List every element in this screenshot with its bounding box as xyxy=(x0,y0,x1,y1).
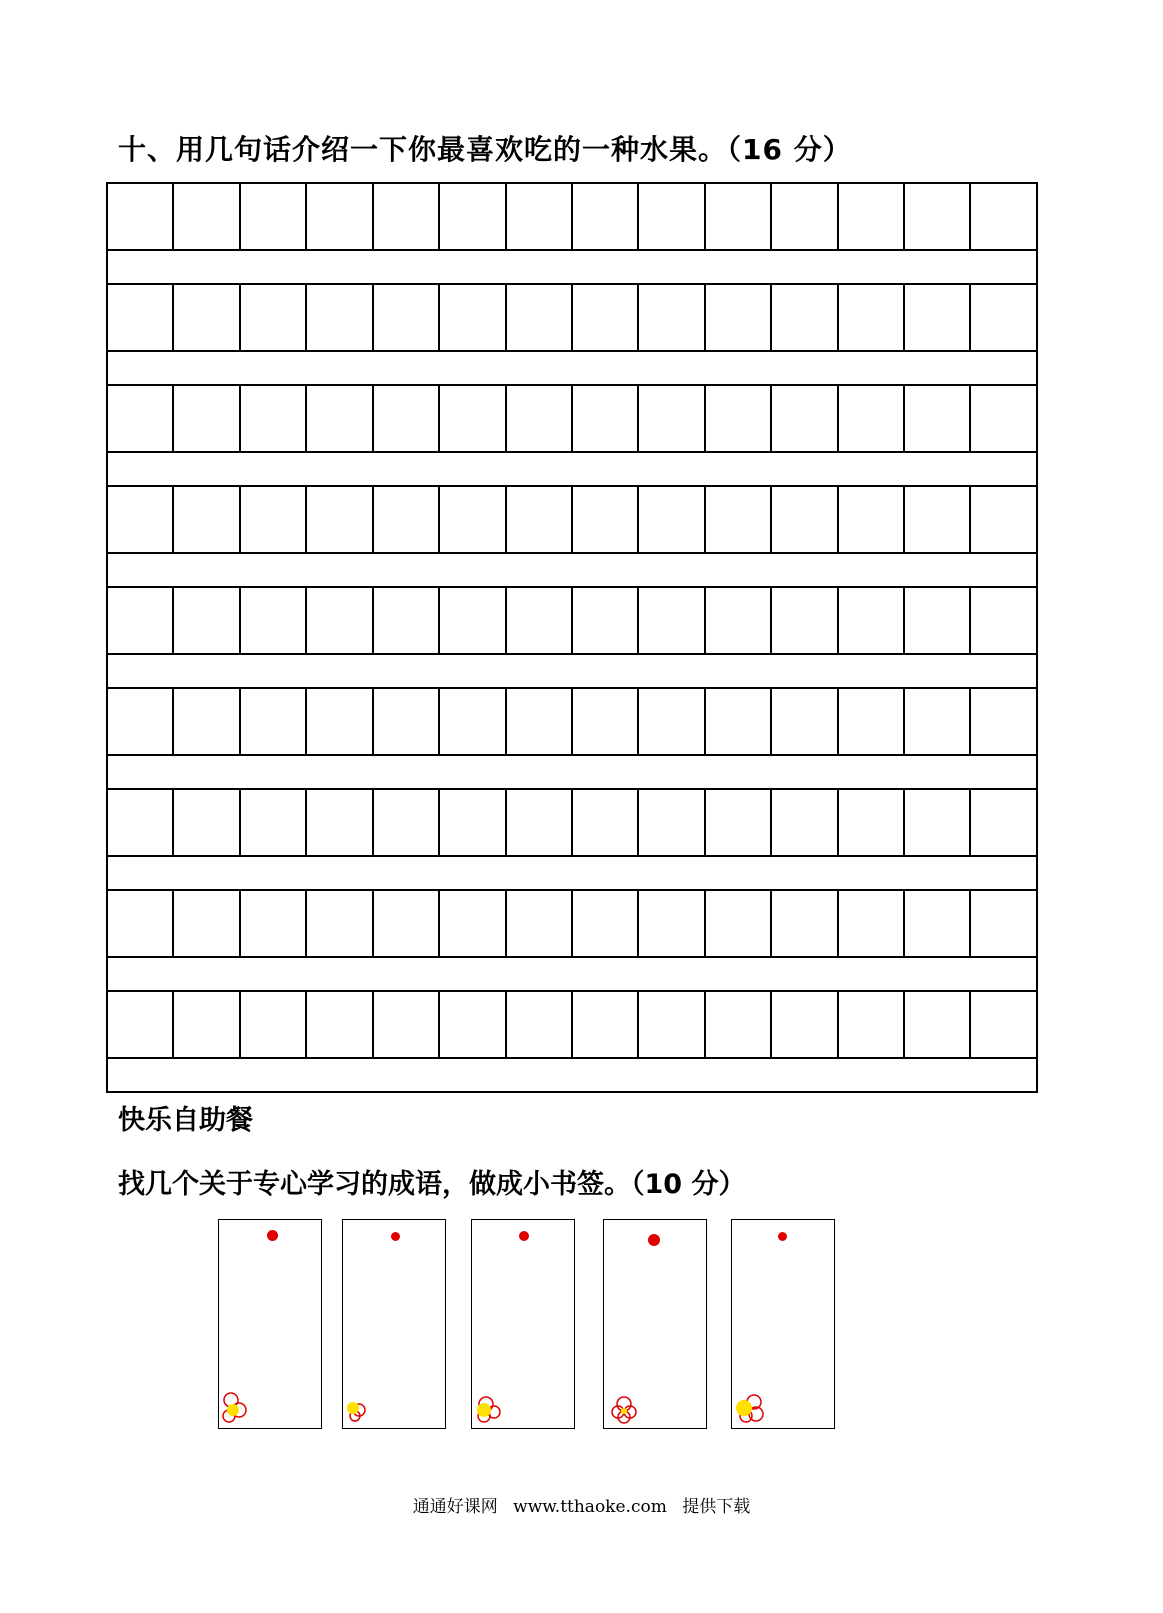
footer xyxy=(0,1492,1163,1517)
writing-cell[interactable] xyxy=(239,889,305,956)
writing-cell[interactable] xyxy=(172,182,238,249)
writing-cell[interactable] xyxy=(305,687,371,754)
writing-cell[interactable] xyxy=(704,990,770,1057)
flower-icon xyxy=(604,1384,644,1428)
grid-spacer-row xyxy=(106,653,1038,687)
footer-suffix: 提供下载 xyxy=(682,1497,751,1517)
writing-cell[interactable] xyxy=(969,990,1037,1057)
writing-cell[interactable] xyxy=(770,687,836,754)
writing-cell[interactable] xyxy=(505,990,571,1057)
writing-cell[interactable] xyxy=(770,990,836,1057)
writing-cell[interactable] xyxy=(305,990,371,1057)
writing-cell[interactable] xyxy=(969,182,1037,249)
writing-cell[interactable] xyxy=(903,384,969,451)
writing-cell[interactable] xyxy=(637,283,703,350)
writing-cell[interactable] xyxy=(704,788,770,855)
bookmark-card xyxy=(218,1219,322,1429)
writing-cell[interactable] xyxy=(172,283,238,350)
writing-cell[interactable] xyxy=(969,586,1037,653)
flower-icon xyxy=(343,1384,383,1428)
writing-cell[interactable] xyxy=(637,687,703,754)
bookmark-card xyxy=(731,1219,835,1429)
writing-cell[interactable] xyxy=(770,586,836,653)
writing-cell[interactable] xyxy=(106,889,172,956)
writing-cell[interactable] xyxy=(571,384,637,451)
writing-cell[interactable] xyxy=(505,384,571,451)
writing-cell[interactable] xyxy=(172,586,238,653)
writing-cell[interactable] xyxy=(837,182,903,249)
writing-cell[interactable] xyxy=(106,990,172,1057)
grid-spacer-row xyxy=(106,855,1038,889)
bookmark-hole-icon xyxy=(648,1234,660,1246)
writing-cell[interactable] xyxy=(969,485,1037,552)
bookmark-hole-icon xyxy=(778,1232,787,1241)
writing-cell[interactable] xyxy=(106,586,172,653)
writing-cell[interactable] xyxy=(172,990,238,1057)
writing-cell[interactable] xyxy=(704,384,770,451)
writing-cell[interactable] xyxy=(106,485,172,552)
footer-url[interactable]: www.tthaoke.com xyxy=(513,1497,667,1517)
writing-cell[interactable] xyxy=(571,586,637,653)
writing-cell[interactable] xyxy=(770,384,836,451)
writing-cell[interactable] xyxy=(505,586,571,653)
grid-bottom-border xyxy=(106,1091,1038,1093)
writing-cell[interactable] xyxy=(571,788,637,855)
grid-row xyxy=(106,687,1038,754)
writing-cell[interactable] xyxy=(637,182,703,249)
writing-cell[interactable] xyxy=(438,283,504,350)
grid-row xyxy=(106,283,1038,350)
writing-cell[interactable] xyxy=(106,384,172,451)
writing-cell[interactable] xyxy=(106,788,172,855)
writing-cell[interactable] xyxy=(505,485,571,552)
grid-spacer-row xyxy=(106,350,1038,384)
writing-cell[interactable] xyxy=(637,990,703,1057)
writing-cell[interactable] xyxy=(837,687,903,754)
writing-cell[interactable] xyxy=(903,283,969,350)
writing-cell[interactable] xyxy=(239,586,305,653)
bookmark-card xyxy=(471,1219,575,1429)
writing-cell[interactable] xyxy=(372,586,438,653)
writing-cell[interactable] xyxy=(903,788,969,855)
writing-cell[interactable] xyxy=(637,586,703,653)
flower-icon xyxy=(219,1384,259,1428)
writing-cell[interactable] xyxy=(903,485,969,552)
writing-cell[interactable] xyxy=(571,990,637,1057)
writing-cell[interactable] xyxy=(505,687,571,754)
writing-cell[interactable] xyxy=(637,485,703,552)
writing-cell[interactable] xyxy=(239,384,305,451)
writing-cell[interactable] xyxy=(770,182,836,249)
bookmark-card xyxy=(603,1219,707,1429)
writing-cell[interactable] xyxy=(969,384,1037,451)
grid-spacer-row xyxy=(106,956,1038,990)
writing-cell[interactable] xyxy=(969,283,1037,350)
writing-cell[interactable] xyxy=(903,687,969,754)
writing-cell[interactable] xyxy=(637,889,703,956)
writing-cell[interactable] xyxy=(837,788,903,855)
writing-cell[interactable] xyxy=(903,889,969,956)
writing-cell[interactable] xyxy=(837,990,903,1057)
bookmark-card xyxy=(342,1219,446,1429)
writing-cell[interactable] xyxy=(239,182,305,249)
writing-cell[interactable] xyxy=(704,889,770,956)
writing-cell[interactable] xyxy=(239,788,305,855)
grid-row xyxy=(106,586,1038,653)
writing-cell[interactable] xyxy=(305,485,371,552)
writing-cell[interactable] xyxy=(239,990,305,1057)
writing-cell[interactable] xyxy=(704,182,770,249)
writing-cell[interactable] xyxy=(505,889,571,956)
grid-spacer-row xyxy=(106,249,1038,283)
writing-cell[interactable] xyxy=(106,687,172,754)
writing-cell[interactable] xyxy=(969,788,1037,855)
writing-cell[interactable] xyxy=(372,788,438,855)
writing-cell[interactable] xyxy=(837,283,903,350)
writing-cell[interactable] xyxy=(438,687,504,754)
writing-cell[interactable] xyxy=(305,384,371,451)
writing-cell[interactable] xyxy=(372,687,438,754)
writing-cell[interactable] xyxy=(239,485,305,552)
writing-cell[interactable] xyxy=(172,485,238,552)
writing-cell[interactable] xyxy=(239,687,305,754)
writing-cell[interactable] xyxy=(704,283,770,350)
grid-row xyxy=(106,990,1038,1057)
writing-cell[interactable] xyxy=(438,586,504,653)
bookmark-instruction: 找几个关于专心学习的成语，做成小书签。（10 分） xyxy=(118,1169,746,1200)
grid-spacer-row xyxy=(106,552,1038,586)
writing-cell[interactable] xyxy=(172,384,238,451)
grid-row xyxy=(106,788,1038,855)
writing-cell[interactable] xyxy=(172,788,238,855)
writing-cell[interactable] xyxy=(305,889,371,956)
writing-cell[interactable] xyxy=(704,687,770,754)
grid-spacer-row xyxy=(106,754,1038,788)
footer-site-name: 通通好课网 xyxy=(412,1497,498,1517)
writing-cell[interactable] xyxy=(372,283,438,350)
grid-row xyxy=(106,182,1038,249)
writing-cell[interactable] xyxy=(106,283,172,350)
section-title: 快乐自助餐 xyxy=(118,1105,253,1136)
writing-cell[interactable] xyxy=(438,990,504,1057)
writing-cell[interactable] xyxy=(704,485,770,552)
writing-cell[interactable] xyxy=(770,283,836,350)
grid-spacer-row xyxy=(106,451,1038,485)
grid-row xyxy=(106,889,1038,956)
writing-cell[interactable] xyxy=(571,687,637,754)
writing-grid xyxy=(106,182,1038,1093)
writing-cell[interactable] xyxy=(438,788,504,855)
bookmark-hole-icon xyxy=(391,1232,400,1241)
writing-cell[interactable] xyxy=(770,485,836,552)
writing-cell[interactable] xyxy=(239,283,305,350)
writing-cell[interactable] xyxy=(305,788,371,855)
writing-cell[interactable] xyxy=(106,182,172,249)
writing-cell[interactable] xyxy=(770,788,836,855)
writing-cell[interactable] xyxy=(637,788,703,855)
writing-cell[interactable] xyxy=(505,788,571,855)
writing-cell[interactable] xyxy=(704,586,770,653)
writing-cell[interactable] xyxy=(438,384,504,451)
writing-cell[interactable] xyxy=(372,990,438,1057)
grid-spacer-row xyxy=(106,1057,1038,1091)
bookmark-hole-icon xyxy=(267,1230,278,1241)
flower-icon xyxy=(472,1384,512,1428)
question-10-title: 十、用几句话介绍一下你最喜欢吃的一种水果。（16 分） xyxy=(118,133,852,166)
writing-cell[interactable] xyxy=(438,182,504,249)
writing-cell[interactable] xyxy=(903,990,969,1057)
writing-cell[interactable] xyxy=(969,687,1037,754)
writing-cell[interactable] xyxy=(571,485,637,552)
writing-cell[interactable] xyxy=(903,182,969,249)
flower-icon xyxy=(732,1384,772,1428)
grid-row xyxy=(106,384,1038,451)
writing-cell[interactable] xyxy=(837,384,903,451)
writing-cell[interactable] xyxy=(571,182,637,249)
writing-cell[interactable] xyxy=(438,889,504,956)
writing-cell[interactable] xyxy=(505,283,571,350)
writing-cell[interactable] xyxy=(372,384,438,451)
writing-cell[interactable] xyxy=(505,182,571,249)
writing-cell[interactable] xyxy=(372,889,438,956)
writing-cell[interactable] xyxy=(637,384,703,451)
bookmark-hole-icon xyxy=(519,1231,529,1241)
writing-cell[interactable] xyxy=(172,687,238,754)
writing-cell[interactable] xyxy=(571,283,637,350)
writing-cell[interactable] xyxy=(438,485,504,552)
writing-cell[interactable] xyxy=(837,889,903,956)
writing-cell[interactable] xyxy=(372,485,438,552)
writing-cell[interactable] xyxy=(305,283,371,350)
writing-cell[interactable] xyxy=(372,182,438,249)
writing-cell[interactable] xyxy=(837,485,903,552)
writing-cell[interactable] xyxy=(305,182,371,249)
writing-cell[interactable] xyxy=(837,586,903,653)
writing-cell[interactable] xyxy=(172,889,238,956)
writing-cell[interactable] xyxy=(305,586,371,653)
writing-cell[interactable] xyxy=(571,889,637,956)
grid-row xyxy=(106,485,1038,552)
writing-cell[interactable] xyxy=(969,889,1037,956)
writing-cell[interactable] xyxy=(770,889,836,956)
writing-cell[interactable] xyxy=(903,586,969,653)
